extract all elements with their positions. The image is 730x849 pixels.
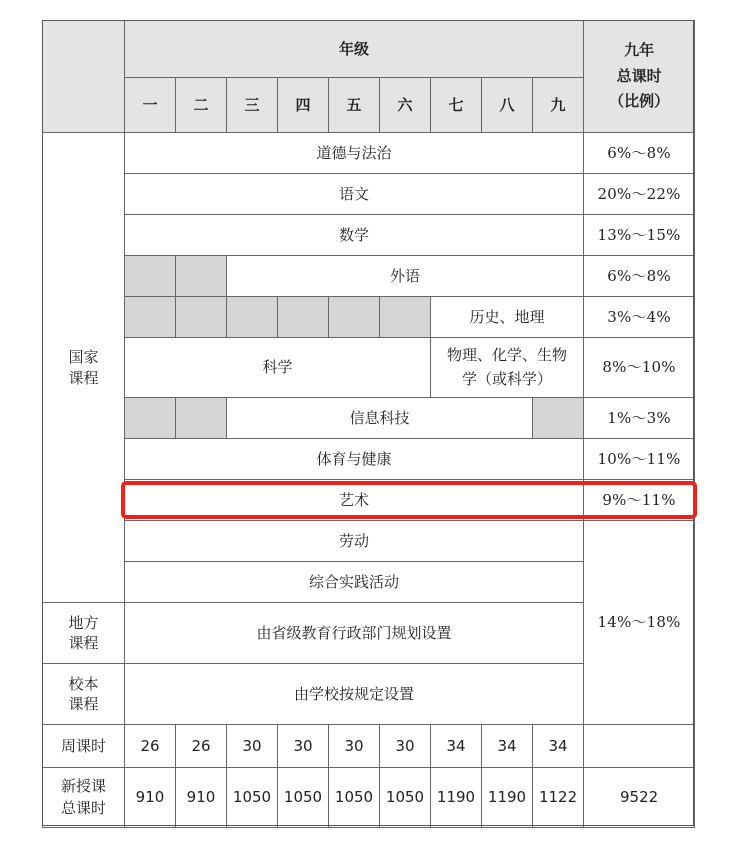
ratio-physics-chemistry-biology: 8%～10%	[584, 338, 695, 398]
subject-art: 艺术	[125, 480, 584, 521]
weekly-hours-cell: 30	[227, 725, 278, 768]
school-course-desc: 由学校按规定设置	[125, 664, 584, 725]
weekly-hours-cell: 26	[176, 725, 227, 768]
total-hours-cell: 1122	[533, 768, 584, 828]
category-national: 国家 课程	[43, 133, 125, 603]
grade-label: 八	[482, 78, 533, 133]
grade-header: 年级	[125, 21, 584, 78]
subject-physics-chemistry-biology: 物理、化学、生物 学（或科学）	[431, 338, 584, 398]
grade-label: 九	[533, 78, 584, 133]
total-hours-label: 新授课 总课时	[43, 768, 125, 828]
local-course-desc: 由省级教育行政部门规划设置	[125, 603, 584, 664]
weekly-hours-cell: 34	[482, 725, 533, 768]
ratio-information-technology: 1%～3%	[584, 398, 695, 439]
weekly-hours-cell: 30	[278, 725, 329, 768]
grade-label: 六	[380, 78, 431, 133]
ratio-other-courses: 14%～18%	[584, 521, 695, 725]
subject-science: 科学	[125, 338, 431, 398]
grade-label: 七	[431, 78, 482, 133]
total-hours-cell: 1050	[329, 768, 380, 828]
grade-label: 二	[176, 78, 227, 133]
total-hours-cell: 1050	[278, 768, 329, 828]
total-hours-cell: 910	[176, 768, 227, 828]
weekly-hours-cell: 30	[329, 725, 380, 768]
total-hours-cell: 1190	[431, 768, 482, 828]
grade-label: 一	[125, 78, 176, 133]
ratio-chinese: 20%～22%	[584, 174, 695, 215]
total-hours-cell: 1050	[380, 768, 431, 828]
ratio-morality: 6%～8%	[584, 133, 695, 174]
subject-labor: 劳动	[125, 521, 584, 562]
subject-morality: 道德与法治	[125, 133, 584, 174]
ratio-foreign-language: 6%～8%	[584, 256, 695, 297]
total-hours-header: 九年 总课时 （比例）	[584, 21, 695, 133]
weekly-hours-label: 周课时	[43, 725, 125, 768]
subject-history-geography: 历史、地理	[431, 297, 584, 338]
grand-total-hours: 9522	[584, 768, 695, 828]
grade-label: 三	[227, 78, 278, 133]
weekly-hours-cell: 34	[431, 725, 482, 768]
category-local: 地方 课程	[43, 603, 125, 664]
table-frame	[42, 20, 694, 826]
subject-math: 数学	[125, 215, 584, 256]
total-hours-cell: 1190	[482, 768, 533, 828]
total-hours-cell: 1050	[227, 768, 278, 828]
ratio-pe-health: 10%～11%	[584, 439, 695, 480]
weekly-hours-cell: 34	[533, 725, 584, 768]
subject-chinese: 语文	[125, 174, 584, 215]
ratio-art: 9%～11%	[584, 480, 695, 521]
weekly-hours-cell: 26	[125, 725, 176, 768]
grade-label: 四	[278, 78, 329, 133]
ratio-history-geography: 3%～4%	[584, 297, 695, 338]
subject-foreign-language: 外语	[227, 256, 584, 297]
subject-comprehensive-practice: 综合实践活动	[125, 562, 584, 603]
total-hours-cell: 910	[125, 768, 176, 828]
subject-pe-health: 体育与健康	[125, 439, 584, 480]
category-school: 校本 课程	[43, 664, 125, 725]
subject-information-technology: 信息科技	[227, 398, 533, 439]
weekly-hours-cell: 30	[380, 725, 431, 768]
ratio-math: 13%～15%	[584, 215, 695, 256]
grade-label: 五	[329, 78, 380, 133]
